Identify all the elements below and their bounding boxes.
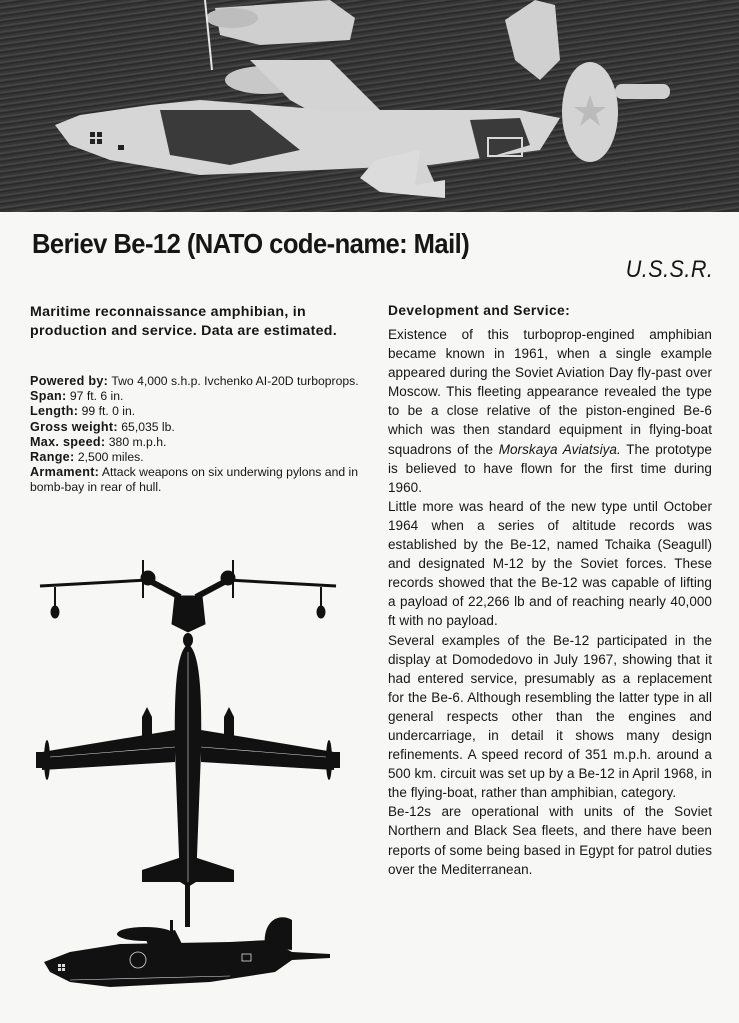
side-view-silhouette (44, 917, 330, 987)
spec-label: Span: (30, 389, 67, 404)
spec-label: Gross weight: (30, 419, 118, 434)
three-view-drawings (30, 552, 350, 1002)
development-heading: Development and Service: (388, 303, 571, 318)
spec-label: Max. speed: (30, 434, 106, 449)
spec-value: 99 ft. 0 in. (78, 404, 136, 419)
spec-label: Range: (30, 450, 75, 465)
development-paragraph-1 (388, 325, 712, 497)
spec-label: Length: (30, 404, 79, 419)
spec-value: 380 m.p.h. (105, 434, 167, 449)
italic-term: Morskaya Aviatsiya. (498, 441, 621, 457)
spec-armament (30, 465, 362, 495)
development-section (388, 303, 712, 879)
spec-value: Two 4,000 s.h.p. Ivchenko AI-20D turboprops. (108, 374, 359, 388)
three-view-silhouettes (30, 552, 350, 1002)
aircraft-summary: Maritime reconnaissance amphibian, in production and service. Data are estimated. (30, 304, 337, 339)
paragraph-text: The prototype is believed to have flown for the first time during 1960. (388, 441, 712, 495)
spec-label: Armament: (30, 465, 100, 480)
development-paragraph-2: Little more was heard of the new type until October 1964 when a series of altitude records was established by the Be-12, named Tchaika (Seagull) and designated M-12 by the Soviet forces. These records showed that the Be-12 was capable of lifting a payload of 22,266 lb and of reaching nearly 40,000 ft with no payload. (388, 498, 712, 629)
specs-list (30, 374, 362, 496)
spec-value: 2,500 miles. (74, 450, 144, 465)
spec-length (30, 404, 362, 419)
development-paragraph-3: Several examples of the Be-12 participated in the display at Domodedovo in July 1967, showing that it had entered service, presumably as a replacement for the Be-6. Although resembling the latter type in all general respects other than the engines and undercarriage, in detail it shows many design refinements. A speed record of 351 m.p.h. around a 500 km. circuit was set up by a Be-12 in April 1968, in the flying-boat, rather than amphibian, category. (388, 632, 712, 801)
spec-span (30, 389, 362, 404)
development-paragraph-4: Be-12s are operational with units of the Soviet Northern and Black Sea fleets, and there have been reports of some being based in Egypt for patrol duties over the Mediterranean. (388, 804, 712, 877)
country-label: U.S.S.R. (625, 256, 713, 283)
spec-gross-weight (30, 420, 362, 435)
spec-value: 97 ft. 6 in. (66, 389, 124, 404)
spec-label: Powered by: (30, 374, 109, 388)
spec-value: 65,035 lb. (117, 419, 175, 434)
front-view-silhouette (40, 560, 336, 632)
page-title: Beriev Be-12 (NATO code-name: Mail) (32, 228, 470, 259)
spec-value: Attack weapons on six underwing pylons and in bomb-bay in rear of hull. (30, 465, 358, 495)
spec-range (30, 450, 362, 465)
aircraft-photo-drawing (0, 0, 739, 212)
plan-view-silhouette (36, 633, 340, 927)
paragraph-text: Existence of this turboprop-engined amphibian became known in 1961, when a single example appeared during the Soviet Aviation Day fly-past over Moscow. This fleeting appearance revealed the type to be a close relative of the piston-engined Be-6 which was then standard equipment in flying-boat squadrons of the (388, 327, 712, 457)
spec-powered-by (30, 374, 362, 389)
spec-max-speed (30, 435, 362, 450)
aircraft-photo (0, 0, 739, 212)
